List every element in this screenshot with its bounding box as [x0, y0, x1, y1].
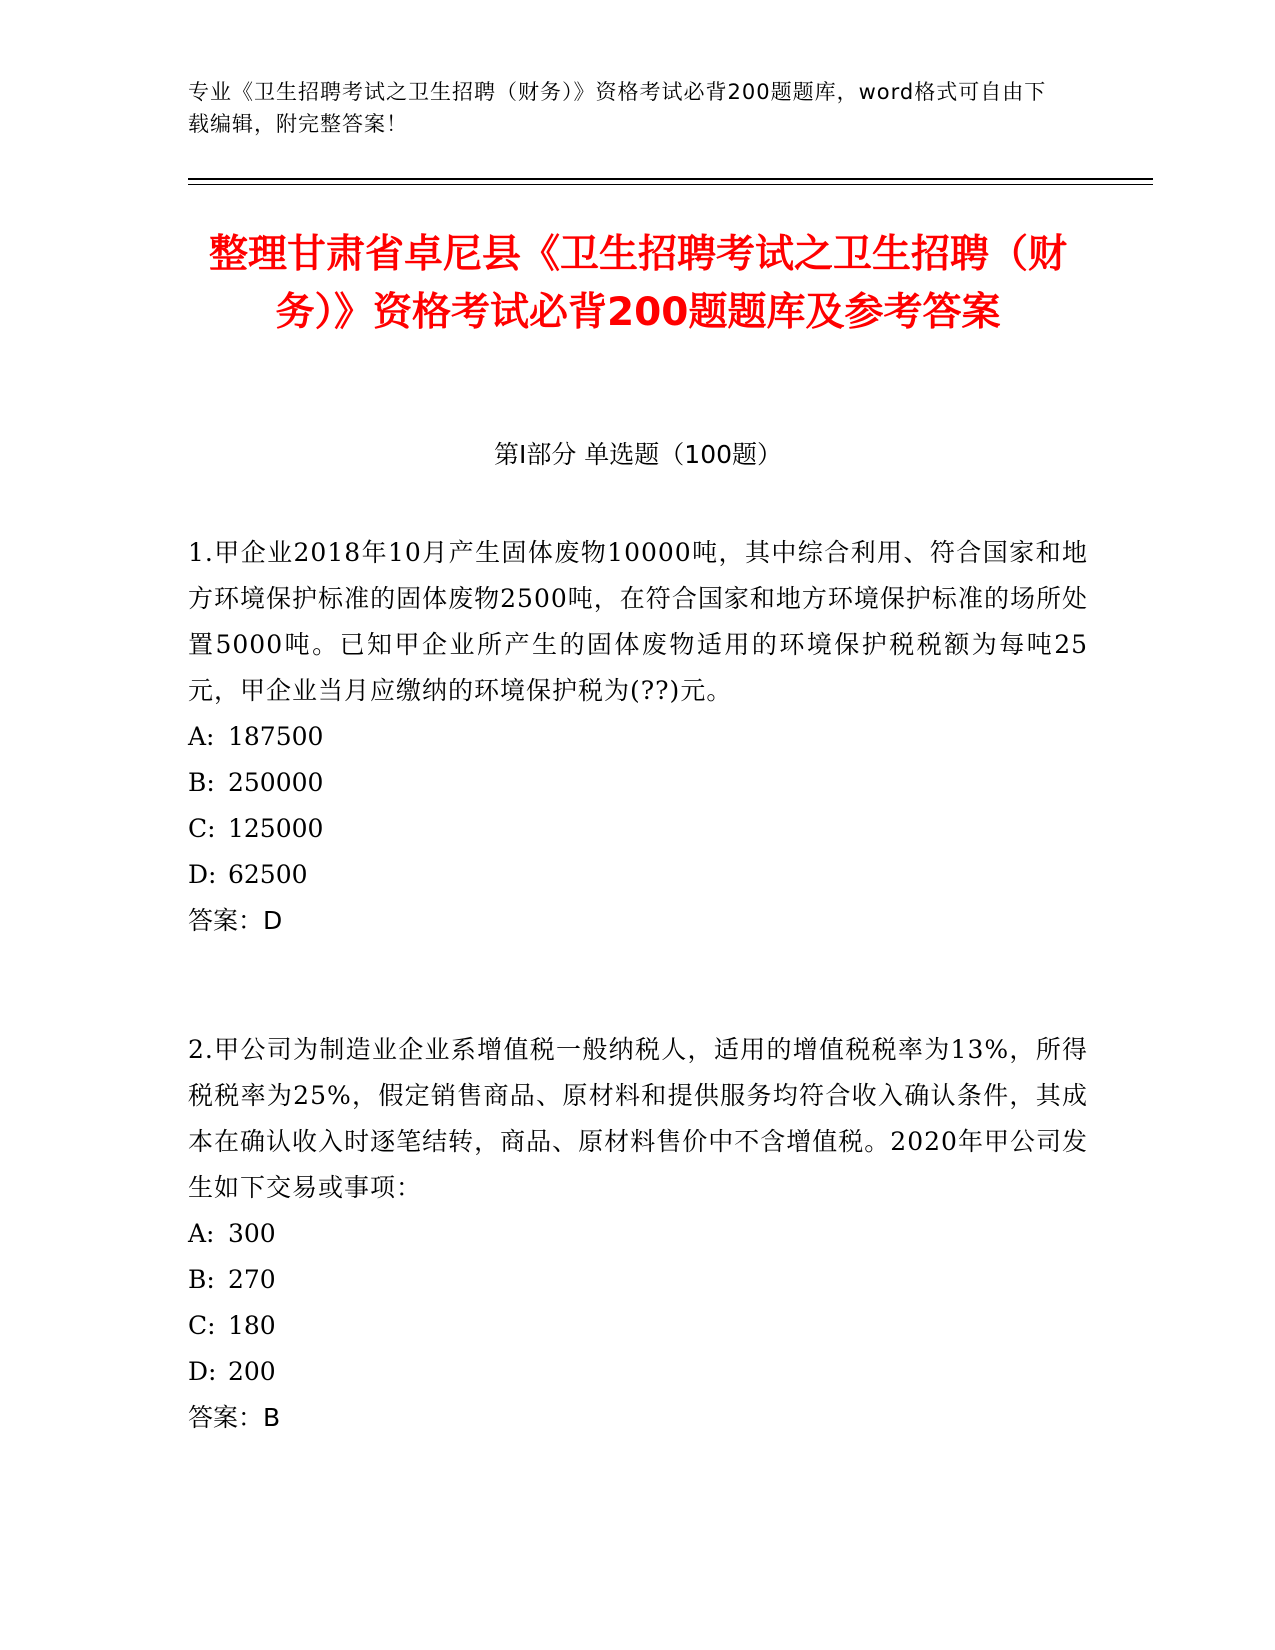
option-b [188, 760, 1088, 806]
header-divider-thin [188, 184, 1153, 185]
option-letter: C: [188, 1311, 216, 1340]
answer-line: 答案：B [188, 1403, 281, 1432]
option-c [188, 806, 1088, 852]
option-letter: A: [188, 722, 215, 751]
option-text: 180 [228, 1311, 276, 1340]
option-letter: C: [188, 814, 216, 843]
option-letter: A: [188, 1219, 215, 1248]
option-letter: D: [188, 1357, 217, 1386]
option-text: 200 [228, 1357, 276, 1386]
question-2 [188, 1027, 1088, 1441]
option-text: 125000 [228, 814, 324, 843]
option-text: 270 [228, 1265, 276, 1294]
option-c [188, 1303, 1088, 1349]
question-1 [188, 530, 1088, 944]
option-a [188, 1211, 1088, 1257]
question-stem: 2.甲公司为制造业企业系增值税一般纳税人，适用的增值税税率为13%，所得税税率为25%，假定销售商品、原材料和提供服务均符合收入确认条件，其成本在确认收入时逐笔结转，商品、原材料售价中不含增值税。2020年甲公司发生如下交易或事项： [188, 1035, 1088, 1202]
option-text: 250000 [228, 768, 324, 797]
option-a [188, 714, 1088, 760]
option-d [188, 852, 1088, 898]
option-letter: B: [188, 768, 215, 797]
option-letter: D: [188, 860, 217, 889]
header-note: 专业《卫生招聘考试之卫生招聘（财务）》资格考试必背200题题库，word格式可自由下载编辑，附完整答案！ [188, 80, 1047, 136]
document-title: 整理甘肃省卓尼县《卫生招聘考试之卫生招聘（财务）》资格考试必背200题题库及参考答案 [208, 232, 1067, 335]
option-text: 187500 [228, 722, 324, 751]
section-heading: 第Ⅰ部分 单选题（100题） [493, 440, 783, 469]
header-divider-thick [188, 178, 1153, 180]
option-text: 300 [228, 1219, 276, 1248]
option-letter: B: [188, 1265, 215, 1294]
answer-line: 答案：D [188, 906, 283, 935]
question-stem: 1.甲企业2018年10月产生固体废物10000吨，其中综合利用、符合国家和地方环境保护标准的固体废物2500吨，在符合国家和地方环境保护标准的场所处置5000吨。已知甲企业所产生的固体废物适用的环境保护税税额为每吨25元，甲企业当月应缴纳的环境保护税为(??)元。 [188, 538, 1088, 705]
option-d [188, 1349, 1088, 1395]
option-text: 62500 [228, 860, 308, 889]
option-b [188, 1257, 1088, 1303]
